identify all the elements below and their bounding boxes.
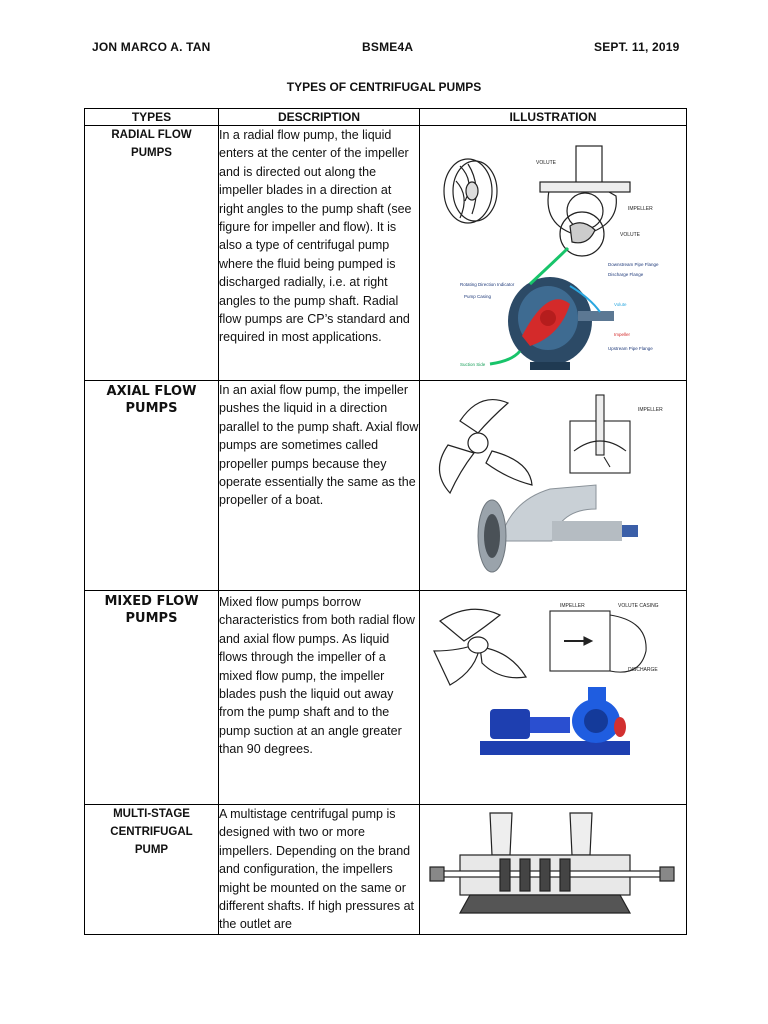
mixed-impeller-drawing <box>434 609 526 685</box>
type-cell-mixed: MIXED FLOW PUMPS <box>85 591 219 805</box>
document-title: TYPES OF CENTRIFUGAL PUMPS <box>286 80 482 94</box>
table-header-row <box>85 109 687 126</box>
multistage-pump-illustration <box>420 805 686 929</box>
type-cell-axial: AXIAL FLOW PUMPS <box>85 381 219 591</box>
radial-pump-illustration <box>420 126 686 380</box>
label-mixed-impeller: IMPELLER <box>560 603 585 609</box>
radial-cutaway-pump <box>490 248 614 370</box>
description-cell-mixed: Mixed flow pumps borrow characteristics from both radial flow and axial flow pumps. As liquid flows through the impeller of a mixed flow pump, the impeller blades push the liquid out away from the pump shaft and to the pump suction at an angle greater than 90 degrees. <box>219 591 420 805</box>
illustration-cell-axial <box>420 381 687 591</box>
multistage-section-drawing <box>430 813 674 913</box>
illustration-cell-multistage <box>420 805 687 935</box>
label-volute-casing: VOLUTE CASING <box>618 603 659 609</box>
label-impeller-cutaway: Impeller <box>614 332 631 337</box>
table-row <box>85 591 687 805</box>
column-header-illustration: ILLUSTRATION <box>420 109 687 126</box>
column-header-types: TYPES <box>85 109 219 126</box>
label-suction-side: Suction Side <box>460 362 486 367</box>
mixed-pump-illustration <box>420 591 686 803</box>
label-axial-impeller: IMPELLER <box>638 407 663 413</box>
label-rotating-direction: Rotating Direction Indicator <box>460 282 515 287</box>
type-cell-multistage: MULTI-STAGE CENTRIFUGAL PUMP <box>85 805 219 935</box>
table-row <box>85 381 687 591</box>
illustration-cell-radial <box>420 126 687 381</box>
class-section: BSME4A <box>362 40 414 54</box>
label-volute-cutaway: Volute <box>614 302 627 307</box>
description-cell-radial: In a radial flow pump, the liquid enters at the center of the impeller and is directed out along the impeller blades in a direction at right angles to the pump shaft (see figure for impeller and flow). It is also a type of centrifugal pump where the fluid being pumped is discharged radially, i.e. at right angles to the pump shaft. Radial flow pumps are CP’s standard and required in most applications. <box>219 126 420 381</box>
author-name: JON MARCO A. TAN <box>92 40 211 54</box>
axial-section-drawing <box>570 395 630 473</box>
axial-pump-illustration <box>420 381 686 589</box>
table-row <box>85 805 687 935</box>
axial-pump-rendering <box>478 485 638 572</box>
radial-impeller-drawing <box>444 159 497 223</box>
label-discharge-flange: Discharge Flange <box>608 272 644 277</box>
document-date: SEPT. 11, 2019 <box>594 40 680 54</box>
mixed-section-drawing <box>550 611 646 672</box>
table-row <box>85 126 687 381</box>
mixed-pump-rendering <box>480 687 630 755</box>
label-discharge: DISCHARGE <box>628 667 658 673</box>
illustration-cell-mixed <box>420 591 687 805</box>
label-upstream-flange: Upstream Pipe Flange <box>608 346 653 351</box>
label-volute-top: VOLUTE <box>536 160 557 166</box>
label-volute-bottom: VOLUTE <box>620 232 641 238</box>
label-impeller: IMPELLER <box>628 206 653 212</box>
description-cell-axial: In an axial flow pump, the impeller pushes the liquid in a direction parallel to the pump shaft. Axial flow pumps are sometimes called propeller pumps because they operate essentially the same as the propeller of a boat. <box>219 381 420 591</box>
label-downstream-flange: Downstream Pipe Flange <box>608 262 659 267</box>
axial-propeller-drawing <box>439 400 532 493</box>
column-header-description: DESCRIPTION <box>219 109 420 126</box>
label-pump-casing: Pump Casing <box>464 294 492 299</box>
type-cell-radial: RADIAL FLOW PUMPS <box>85 126 219 381</box>
pump-types-table <box>84 108 687 935</box>
description-cell-multistage: A multistage centrifugal pump is designed with two or more impellers. Depending on the brand and configuration, the impellers might be mounted on the same or different shafts. If high pressures at the outlet are <box>219 805 420 935</box>
